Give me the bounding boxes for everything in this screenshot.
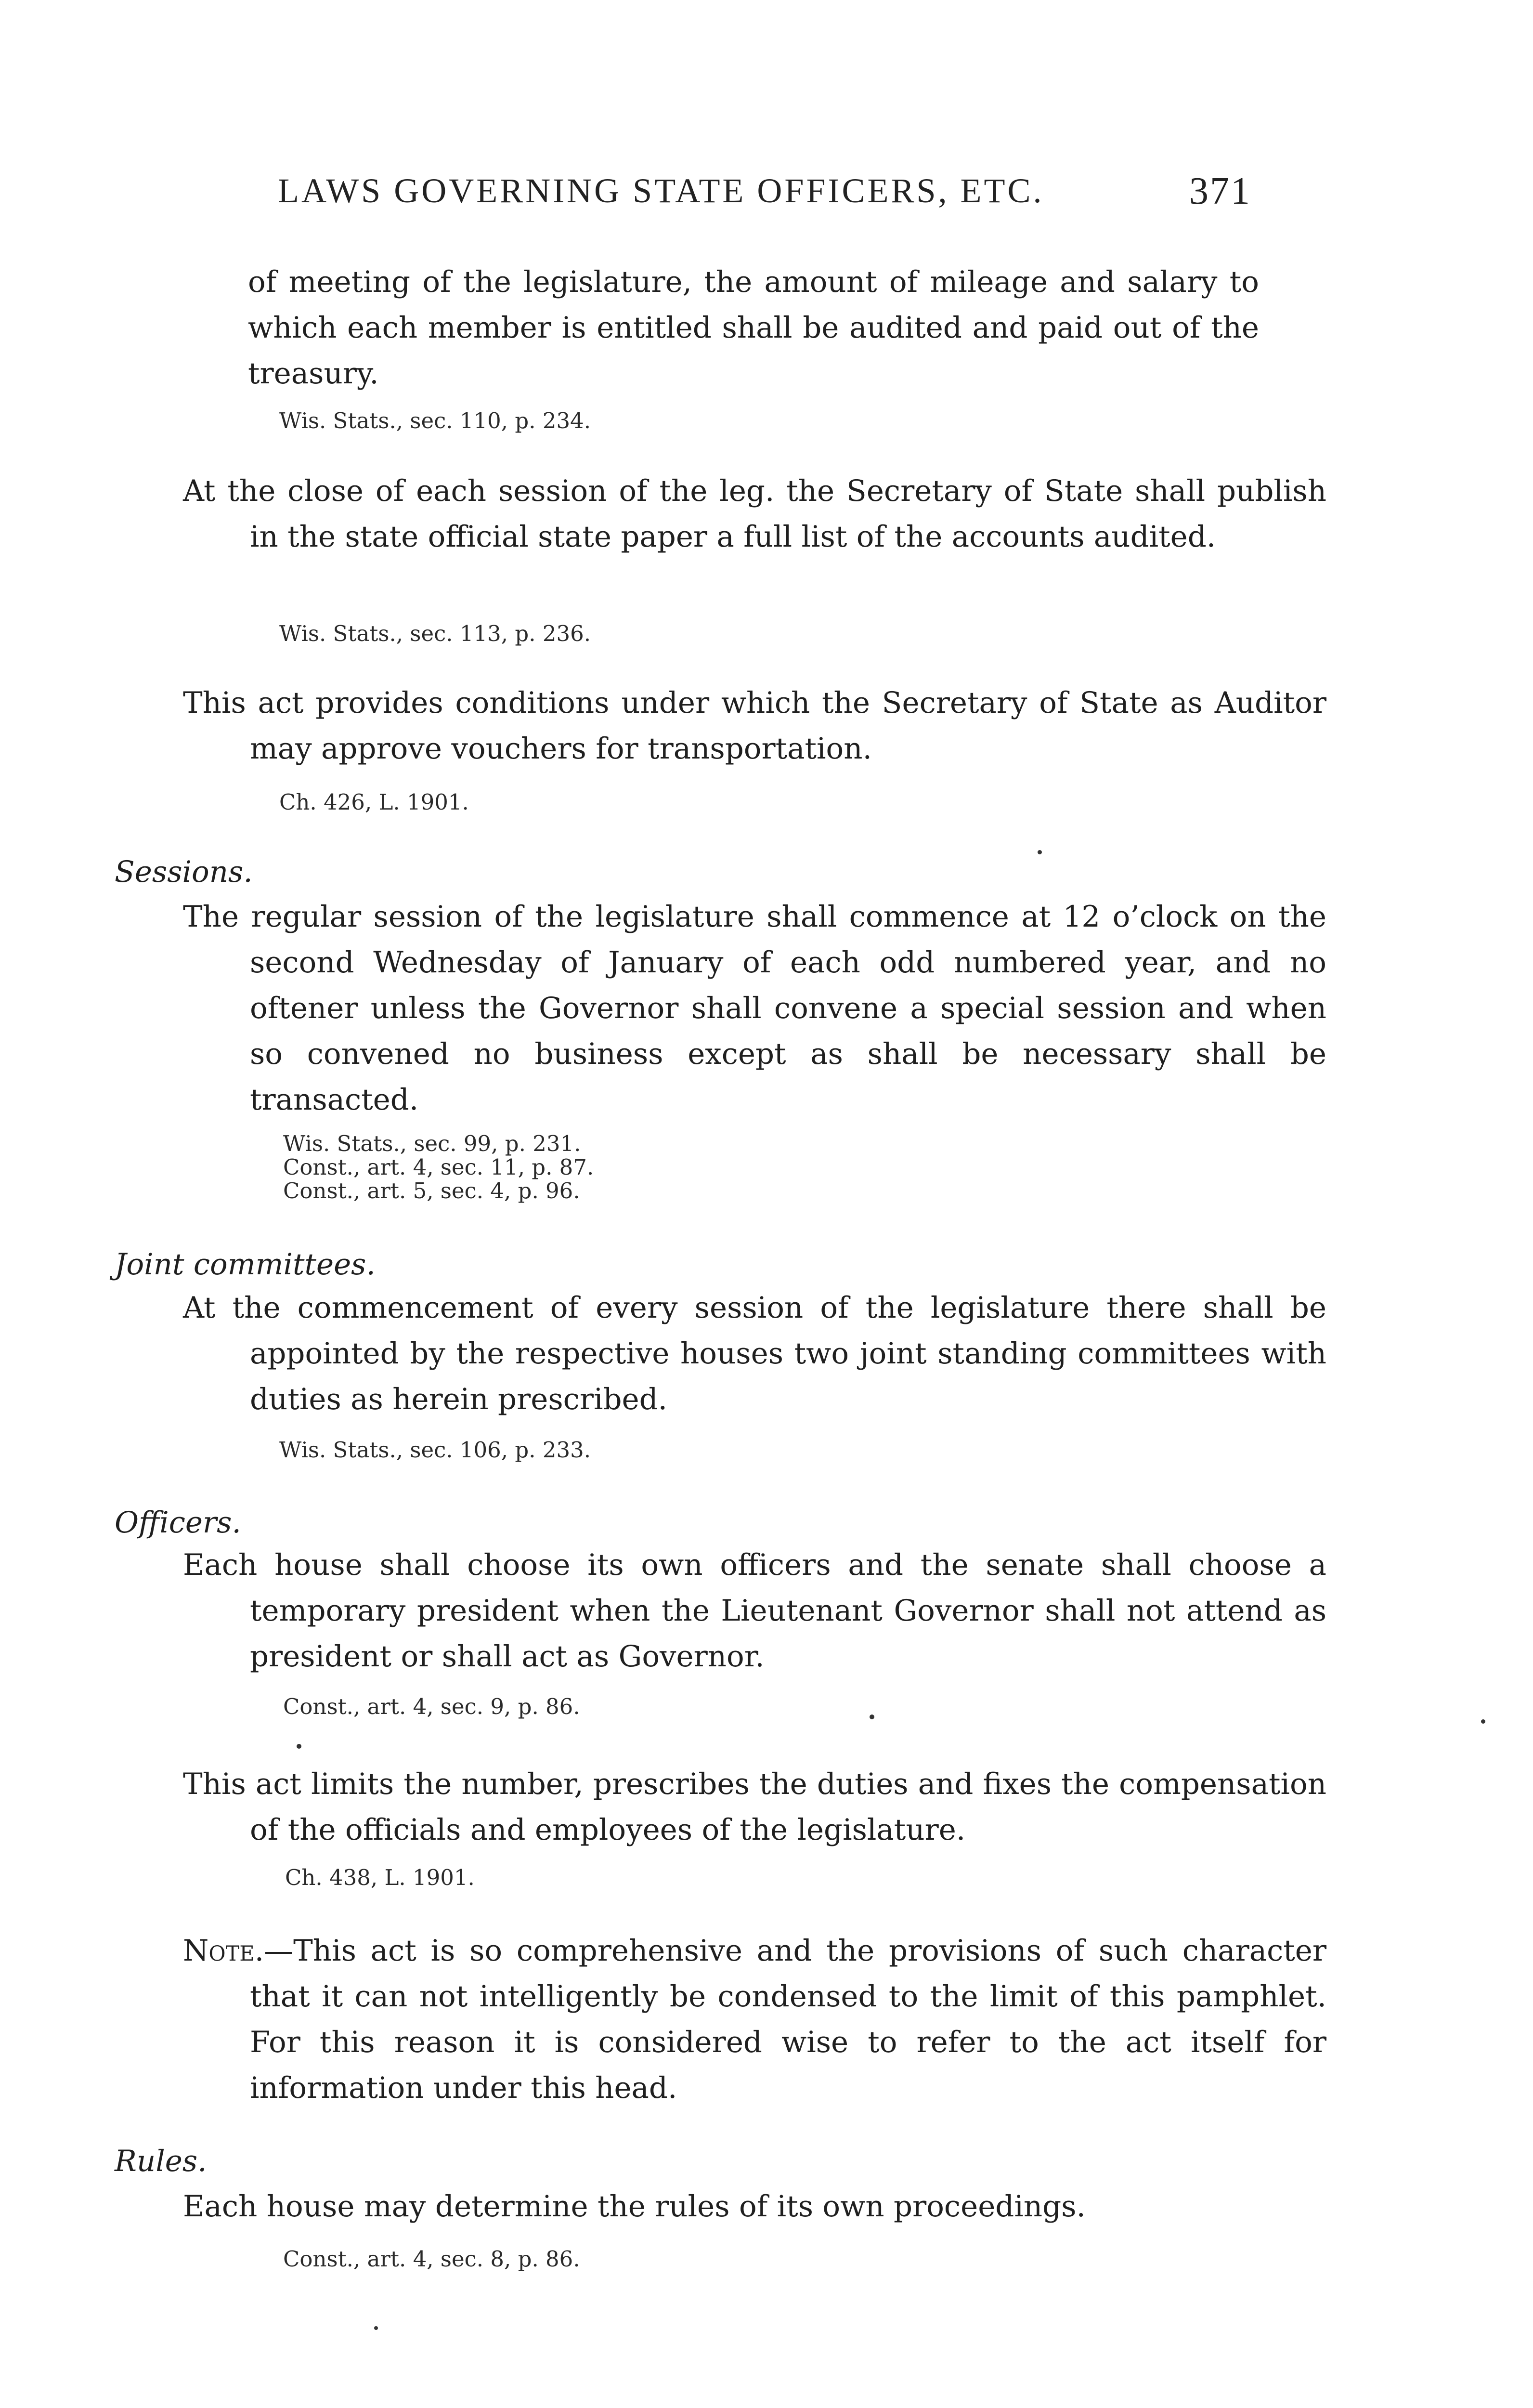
paragraph-rules: Each house may determine the rules of its own proceedings. <box>183 2189 1086 2224</box>
scan-speck <box>297 1744 301 1749</box>
note-label: Note. <box>183 1934 264 1968</box>
citation-line: Const., art. 4, sec. 11, p. 87. <box>283 1154 594 1180</box>
scan-speck <box>870 1714 874 1719</box>
citation-vouchers: Ch. 426, L. 1901. <box>279 789 469 815</box>
heading-officers: Officers. <box>115 1505 241 1540</box>
citation-joint-committees: Wis. Stats., sec. 106, p. 233. <box>279 1437 591 1463</box>
citation-mileage: Wis. Stats., sec. 110, p. 234. <box>279 408 591 433</box>
page-number: 371 <box>1189 170 1251 212</box>
citation-legislature-officials: Ch. 438, L. 1901. <box>285 1865 475 1890</box>
citation-sessions <box>283 1132 594 1203</box>
paragraph-sessions: The regular session of the legislature shall commence at 12 o’clock on the second Wednesday of January of each odd numbered year, and no oftener unless the Governor shall convene a special session and when so convened no business except as shall be necessary shall be transacted. <box>183 900 1326 1117</box>
scan-speck <box>1038 850 1042 854</box>
paragraph-legislature-officials: This act limits the number, prescribes the duties and fixes the compensation of the officials and employees of the legislature. <box>183 1767 1326 1847</box>
scan-speck <box>1481 1719 1485 1724</box>
paragraph-joint-committees: At the commencement of every session of the legislature there shall be appointed by the respective houses two joint standing committees with duties as herein prescribed. <box>183 1291 1326 1416</box>
heading-sessions: Sessions. <box>115 855 253 889</box>
paragraph-close-of-session: At the close of each session of the leg. the Secretary of State shall publish in the state official state paper a full list of the accounts audited. <box>183 474 1326 554</box>
paragraph-officers: Each house shall choose its own officers and the senate shall choose a temporary president when the Lieutenant Governor shall not attend as president or shall act as Governor. <box>183 1548 1326 1674</box>
citation-officers: Const., art. 4, sec. 9, p. 86. <box>283 1694 580 1719</box>
citation-line: Const., art. 5, sec. 4, p. 96. <box>283 1178 580 1204</box>
paragraph-vouchers: This act provides conditions under which the Secretary of State as Auditor may approve vouchers for transportation. <box>183 686 1326 766</box>
heading-joint-committees: Joint committees. <box>115 1247 376 1282</box>
citation-rules: Const., art. 4, sec. 8, p. 86. <box>283 2246 580 2272</box>
scan-speck <box>374 2326 378 2330</box>
running-header: LAWS GOVERNING STATE OFFICERS, ETC. <box>278 171 1044 210</box>
note-text: —This act is so comprehensive and the provisions of such character that it can not intelligently be condensed to the limit of this pamphlet. For this reason it is considered wise to refer to the act itself for information under this head. <box>250 1934 1326 2105</box>
paragraph-mileage: of meeting of the legislature, the amount of mileage and salary to which each member is entitled shall be audited and paid out of the treasury. <box>248 265 1259 391</box>
heading-rules: Rules. <box>115 2144 207 2178</box>
note-paragraph <box>183 1928 1326 2111</box>
citation-line: Wis. Stats., sec. 99, p. 231. <box>283 1131 581 1156</box>
citation-close-of-session: Wis. Stats., sec. 113, p. 236. <box>279 621 591 646</box>
